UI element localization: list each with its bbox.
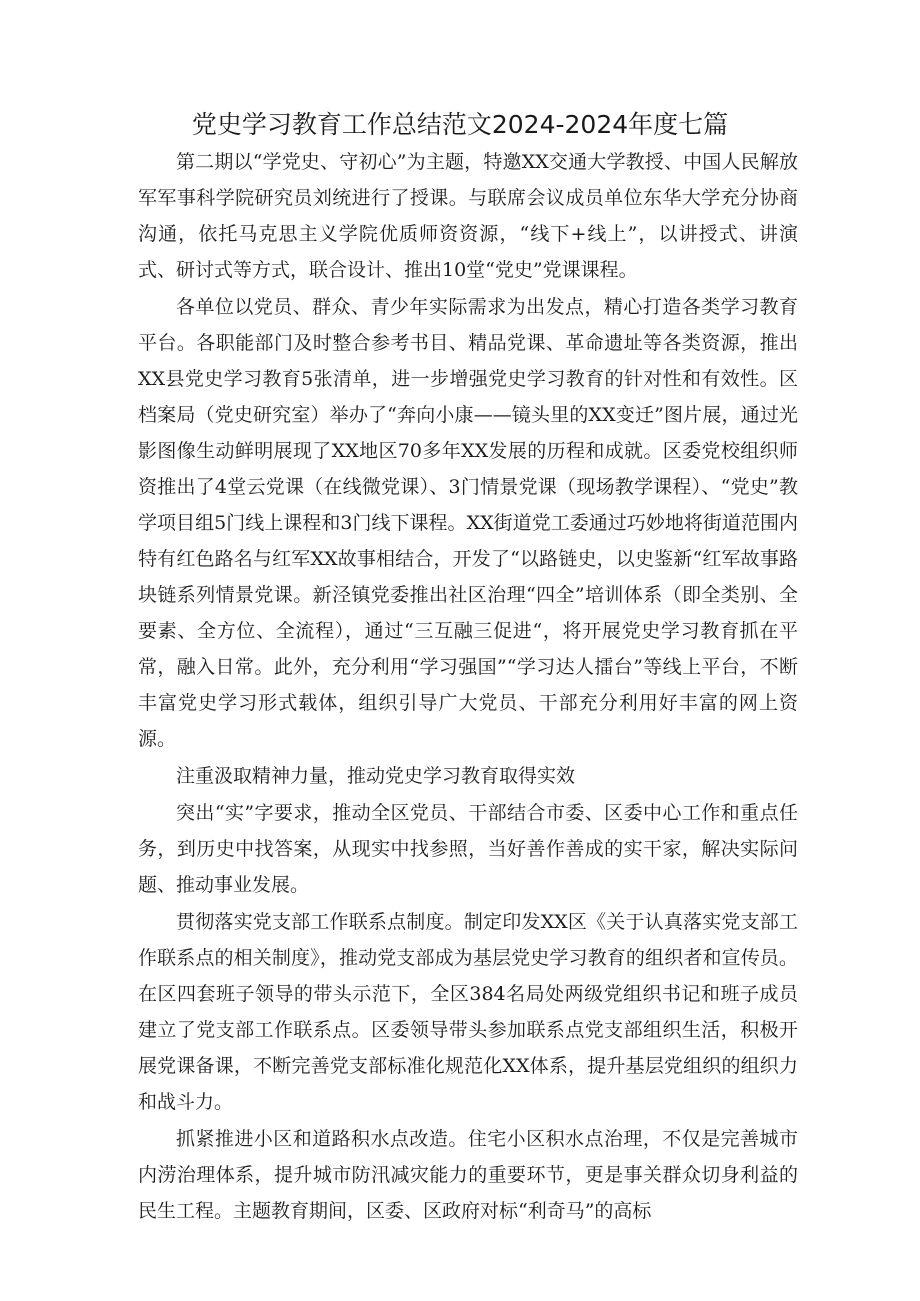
- document-body: [138, 144, 798, 1230]
- paragraph: 第二期以“学党史、守初心”为主题，特邀XX交通大学教授、中国人民解放军军事科学院研究员刘统进行了授课。与联席会议成员单位东华大学充分协商沟通，依托马克思主义学院优质师资资源，“线下+线上”，以讲授式、讲演式、研讨式等方式，联合设计、推出10堂“党史”党课课程。: [138, 151, 798, 281]
- paragraph: 各单位以党员、群众、青少年实际需求为出发点，精心打造各类学习教育平台。各职能部门及时整合参考书目、精品党课、革命遗址等各类资源，推出XX县党史学习教育5张清单，进一步增强党史学习教育的针对性和有效性。区档案局（党史研究室）举办了“奔向小康——镜头里的XX变迁”图片展，通过光影图像生动鲜明展现了XX地区70多年XX发展的历程和成就。区委党校组织师资推出了4堂云党课（在线微党课）、3门情景党课（现场教学课程）、“党史”教学项目组5门线上课程和3门线下课程。XX街道党工委通过巧妙地将街道范围内特有红色路名与红军XX故事相结合，开发了“以路链史，以史鉴新“红军故事路块链系列情景党课。新泾镇党委推出社区治理“四全”培训体系（即全类别、全要素、全方位、全流程），通过“三互融三促进“，将开展党史学习教育抓在平常，融入日常。此外，充分利用“学习强国”“学习达人擂台”等线上平台，不断丰富党史学习形式载体，组织引导广大党员、干部充分利用好丰富的网上资源。: [138, 296, 798, 750]
- paragraph: 突出“实”字要求，推动全区党员、干部结合市委、区委中心工作和重点任务，到历史中找答案，从现实中找参照，当好善作善成的实干家，解决实际问题、推动事业发展。: [138, 802, 798, 896]
- paragraph: 抓紧推进小区和道路积水点改造。住宅小区积水点治理，不仅是完善城市内涝治理体系，提升城市防汛减灾能力的重要环节，更是事关群众切身利益的民生工程。主题教育期间，区委、区政府对标“利奇马”的高标: [138, 1128, 798, 1222]
- paragraph: 贯彻落实党支部工作联系点制度。制定印发XX区《关于认真落实党支部工作联系点的相关制度》，推动党支部成为基层党史学习教育的组织者和宣传员。在区四套班子领导的带头示范下，全区384名局处两级党组织书记和班子成员建立了党支部工作联系点。区委领导带头参加联系点党支部组织生活，积极开展党课备课，不断完善党支部标准化规范化XX体系，提升基层党组织的组织力和战斗力。: [138, 911, 798, 1113]
- document-title: 党史学习教育工作总结范文2024-2024年度七篇: [191, 110, 729, 139]
- section-heading: 注重汲取精神力量，推动党史学习教育取得实效: [176, 765, 576, 787]
